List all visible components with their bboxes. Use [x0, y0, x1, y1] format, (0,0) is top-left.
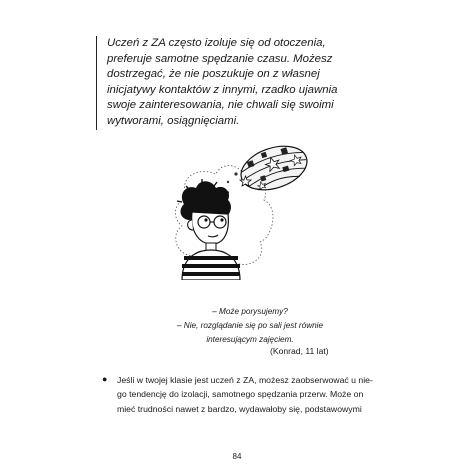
- quote-line: swoje zainteresowania, nie chwali się swoimi: [107, 99, 334, 112]
- quote-line: preferuje samotne spędzanie czasu. Możesz: [107, 52, 333, 65]
- paragraph-line: Jeśli w twojej klasie jest uczeń z ZA, możesz zaobserwować u nie-: [117, 375, 373, 385]
- starry-ball-icon: [235, 138, 312, 197]
- dialogue-line: interesującym zajęciem.: [206, 335, 294, 344]
- boy-daydreaming-illustration: [168, 138, 314, 280]
- thought-dot: [227, 181, 229, 183]
- paragraph-line: go tendencję do izolacji, samotnego spędzania przerw. Może on: [117, 389, 364, 400]
- dialogue-line: – Nie, rozglądanie się po sali jest równie: [176, 321, 324, 330]
- quote-line: dostrzegać, że nie poszukuje on z własnej: [107, 68, 320, 81]
- page-number: 84: [232, 452, 242, 461]
- dialogue-line: – Może porysujemy?: [212, 307, 288, 316]
- bullet-paragraph: [104, 373, 372, 416]
- quote-attribution: (Konrad, 11 lat): [270, 346, 329, 356]
- boy-figure: [177, 179, 240, 280]
- dialogue-quote: [150, 305, 350, 347]
- bullet-icon: ●: [102, 374, 108, 384]
- quote-line: wytworami, osiągnięciami.: [107, 114, 240, 127]
- quote-line: Uczeń z ZA często izoluje się od otoczenia,: [107, 37, 326, 49]
- quote-line: inicjatywy kontaktów z innymi, rzadko ujawnia: [107, 83, 338, 96]
- intro-quote: [96, 36, 339, 130]
- paragraph-line: mieć trudności nawet z bardzo, wydawałoby się, podstawowymi: [117, 403, 362, 414]
- thought-dot: [234, 172, 237, 175]
